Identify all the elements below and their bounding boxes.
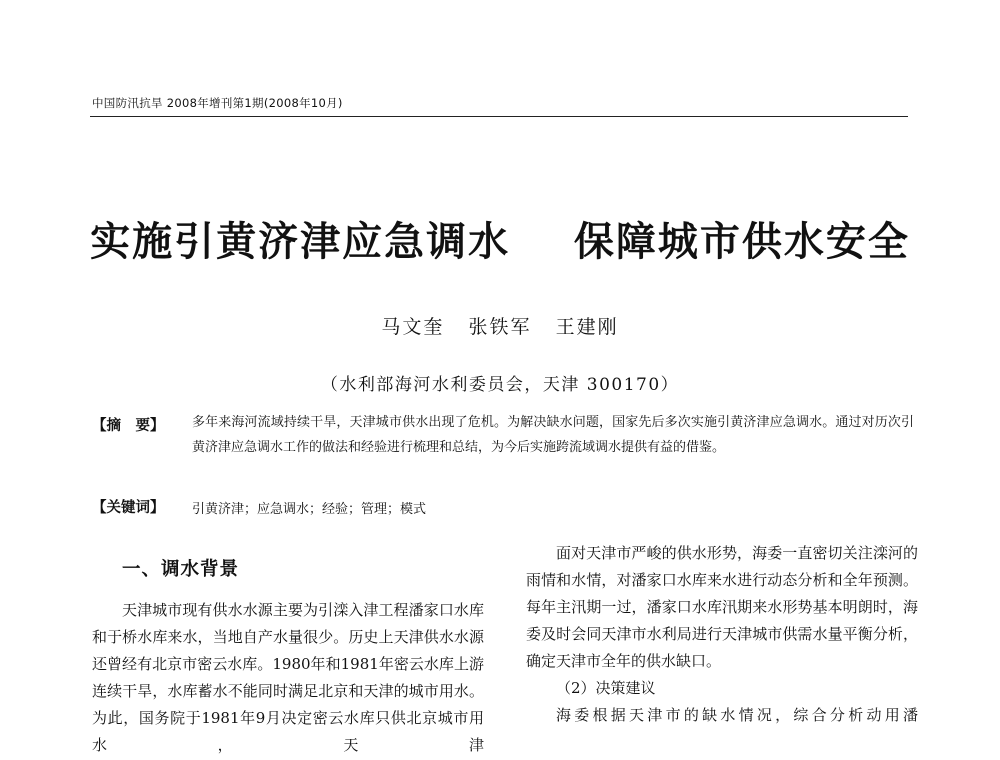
subsection-heading: （2）决策建议 [556, 679, 656, 697]
header-rule [90, 116, 908, 117]
affiliation: （水利部海河水利委员会，天津 300170） [320, 375, 680, 395]
keywords-text: 引黄济津；应急调水；经验；管理；模式 [192, 502, 427, 517]
abstract-label: 【摘 要】 [92, 417, 165, 434]
paper-title: 实施引黄济津应急调水 保障城市供水安全 [90, 218, 910, 265]
body-paragraph: 面对天津市严峻的供水形势，海委一直密切关注滦河的雨情和水情，对潘家口水库来水进行动态分析和全年预测。每年主汛期一过，潘家口水库汛期来水形势基本明朗时，海委及时会同天津市水利局进行天津城市供需水量平衡分析，确定天津市全年的供水缺口。 [526, 544, 918, 670]
right-column [526, 540, 918, 729]
body-paragraph: 天津城市现有供水水源主要为引滦入津工程潘家口水库和于桥水库来水，当地自产水量很少。历史上天津供水水源还曾经有北京市密云水库。1980年和1981年密云水库上游连续干旱，水库蓄水不能同时满足北京和天津的城市用水。为此，国务院于1981年9月决定密云水库只供北京城市用水，天津 [92, 601, 484, 754]
section-heading: 一、调水背景 [122, 559, 240, 580]
left-column [92, 597, 484, 759]
keywords-label: 【关键词】 [92, 499, 165, 516]
author-list: 马文奎 张铁军 王建刚 [381, 316, 619, 338]
body-paragraph: 海委根据天津市的缺水情况，综合分析动用潘 [556, 706, 918, 724]
journal-header: 中国防汛抗旱 2008年增刊第1期(2008年10月) [92, 96, 343, 110]
abstract-text: 多年来海河流域持续干旱，天津城市供水出现了危机。为解决缺水问题，国家先后多次实施引黄济津应急调水。通过对历次引黄济津应急调水工作的做法和经验进行梳理和总结，为今后实施跨流域调水提供有益的借鉴。 [192, 415, 914, 455]
